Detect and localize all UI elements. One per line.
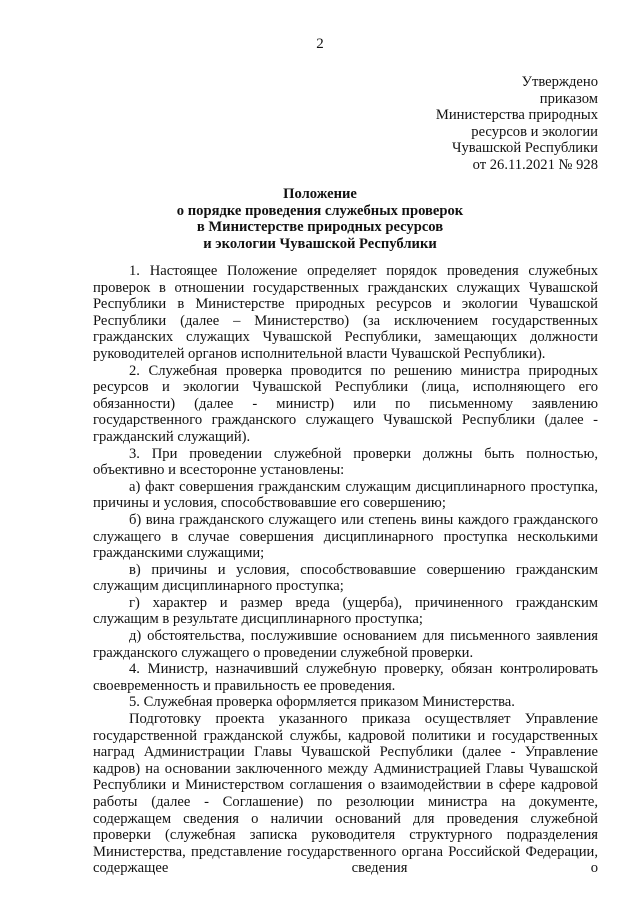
paragraph-4: 4. Министр, назначивший служебную проверку, обязан контролировать своевременность и правильность ее проведения. bbox=[93, 661, 598, 694]
page-number: 2 bbox=[316, 36, 324, 52]
paragraph-5-continued: Подготовку проекта указанного приказа осуществляет Управление государственной гражданской службы, кадровой политики и государственных наград Администрации Главы Чувашской Республики (далее - Управление кадров) на основании заключенного между Администрацией Главы Чувашской Республики и Министерством соглашения о взаимодействии в сфере кадровой работы (далее - Соглашение) по резолюции министра на документе, содержащем сведения о наличии оснований для проведения служебной проверки (служебная записка руководителя структурного подразделения Министерства, представление государственного органа Российской Федерации, содержащее сведения о bbox=[93, 711, 598, 877]
title-line: и экологии Чувашской Республики bbox=[203, 235, 437, 252]
paragraph-3e: д) обстоятельства, послужившие основанием для письменного заявления гражданского служащего о проведении служебной проверки. bbox=[93, 628, 598, 661]
approval-line: приказом bbox=[539, 90, 598, 107]
approval-line: Утверждено bbox=[521, 74, 598, 90]
paragraph-5: 5. Служебная проверка оформляется приказом Министерства. bbox=[129, 694, 515, 711]
approval-line: Чувашской Республики bbox=[452, 140, 598, 157]
paragraph-3b: б) вина гражданского служащего или степень вины каждого гражданского служащего в случае совершения дисциплинарного проступка несколькими гражданскими служащими; bbox=[93, 511, 598, 562]
document-body bbox=[93, 263, 598, 877]
approval-line: от 26.11.2021 № 928 bbox=[472, 156, 598, 173]
approval-block bbox=[436, 74, 598, 174]
title-line: в Министерстве природных ресурсов bbox=[196, 219, 444, 236]
paragraph-3: 3. При проведении служебной проверки должны быть полностью, объективно и всесторонне установлены: bbox=[93, 445, 598, 479]
paragraph-2: 2. Служебная проверка проводится по решению министра природных ресурсов и экологии Чувашской Республики (лица, исполняющего его обязанности) (далее - министр) или по письменному заявлению государственного гражданского служащего Чувашской Республики (далее - гражданский служащий). bbox=[93, 362, 598, 445]
approval-line: ресурсов и экологии bbox=[471, 123, 598, 140]
title-line: Положение bbox=[283, 186, 357, 202]
document-title bbox=[0, 186, 640, 252]
paragraph-3a: а) факт совершения гражданским служащим дисциплинарного проступка, причины и условия, способствовавшие его совершению; bbox=[93, 478, 598, 512]
paragraph-3d: г) характер и размер вреда (ущерба), причиненного гражданским служащим в результате дисциплинарного проступка; bbox=[93, 594, 598, 628]
approval-line: Министерства природных bbox=[435, 107, 598, 124]
paragraph-1: 1. Настоящее Положение определяет порядок проведения служебных проверок в отношении государственных гражданских служащих Чувашской Республики в Министерстве природных ресурсов и экологии Чувашской Республики (далее – Министерство) (за исключением государственных гражданских служащих Чувашской Республики, замещающих должности руководителей органов исполнительной власти Чувашской Республики). bbox=[93, 263, 598, 362]
title-line: о порядке проведения служебных проверок bbox=[176, 202, 464, 219]
paragraph-3c: в) причины и условия, способствовавшие совершению гражданским служащим дисциплинарного проступка; bbox=[93, 561, 598, 595]
